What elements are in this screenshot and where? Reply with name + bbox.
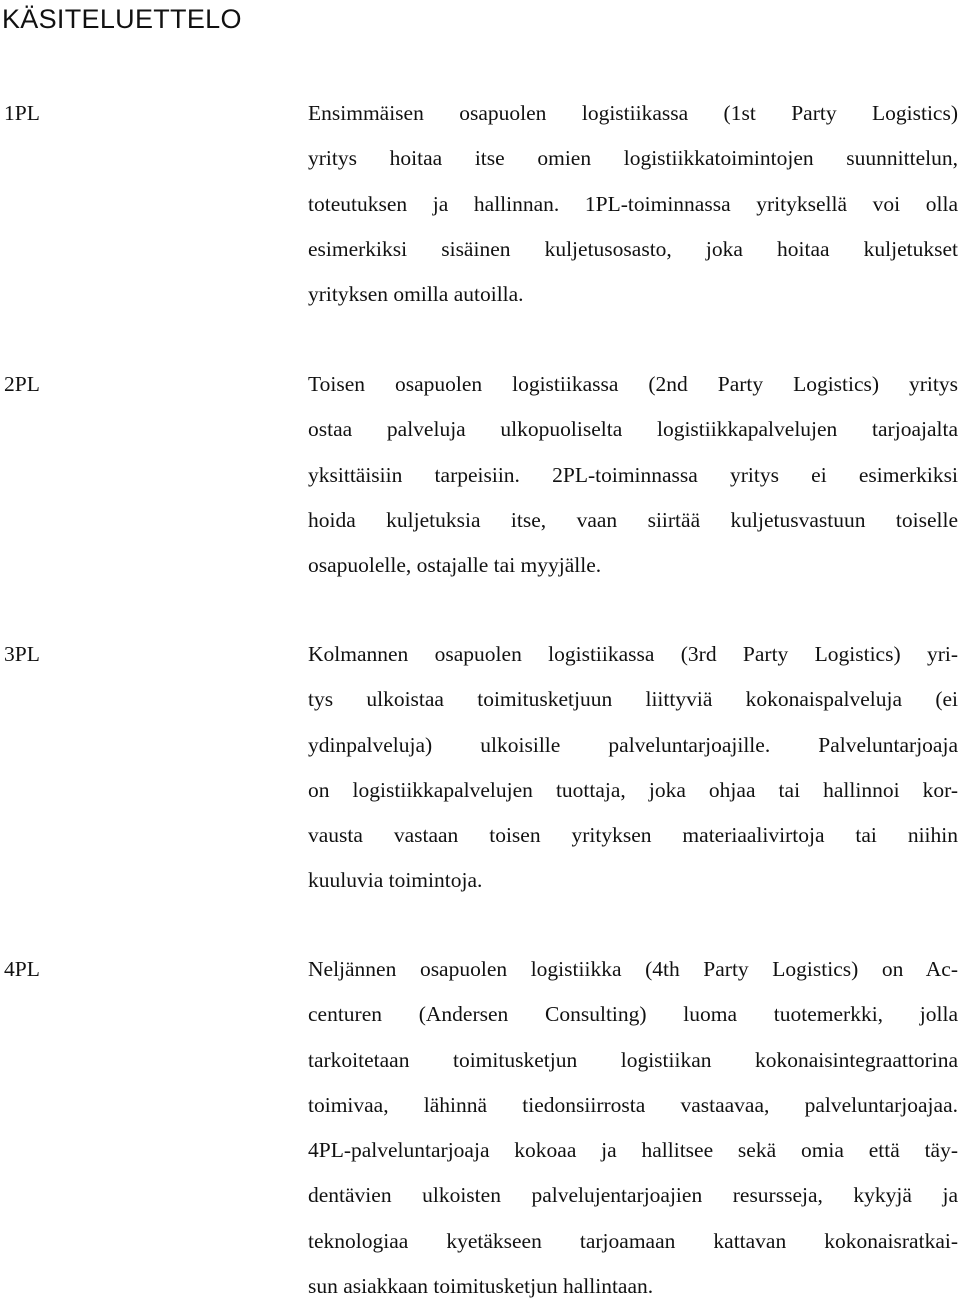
definition-line: dentävien ulkoisten palvelujentarjoajien resursseja, kykyjä ja [308, 1183, 958, 1208]
definition-line: vausta vastaan toisen yrityksen materiaalivirtoja tai niihin [308, 823, 958, 848]
definition-line: Kolmannen osapuolen logistiikassa (3rd Party Logistics) yri- [308, 642, 958, 666]
glossary-definition [308, 947, 958, 1309]
definition-line: osapuolelle, ostajalle tai myyjälle. [308, 553, 602, 578]
definition-line: Neljännen osapuolen logistiikka (4th Party Logistics) on Ac- [308, 957, 958, 981]
definition-line: yritys hoitaa itse omien logistiikkatoimintojen suunnittelun, [308, 146, 958, 171]
definition-line: esimerkiksi sisäinen kuljetusosasto, joka hoitaa kuljetukset [308, 236, 958, 261]
definition-line: yrityksen omilla autoilla. [308, 282, 524, 307]
definition-line: kuuluvia toimintoja. [308, 868, 483, 893]
definition-line: Ensimmäisen osapuolen logistiikassa (1st Party Logistics) [308, 101, 958, 125]
glossary-definition [308, 632, 958, 904]
definition-line: on logistiikkapalvelujen tuottaja, joka ohjaa tai hallinnoi kor- [308, 777, 958, 802]
glossary-term: 3PL [4, 642, 40, 666]
glossary-term: 2PL [4, 372, 40, 396]
definition-line: ostaa palveluja ulkopuoliselta logistiikkapalvelujen tarjoajalta [308, 417, 958, 442]
glossary-term: 4PL [4, 957, 40, 981]
definition-line: yksittäisiin tarpeisiin. 2PL-toiminnassa yritys ei esimerkiksi [308, 462, 958, 487]
definition-line: ydinpalveluja) ulkoisille palveluntarjoajille. Palveluntarjoaja [308, 732, 958, 757]
definition-line: toimivaa, lähinnä tiedonsiirrosta vastaavaa, palveluntarjoajaa. [308, 1092, 958, 1117]
definition-line: tys ulkoistaa toimitusketjuun liittyviä kokonaispalveluja (ei [308, 687, 958, 712]
definition-line: toteutuksen ja hallinnan. 1PL-toiminnassa yrityksellä voi olla [308, 191, 958, 216]
glossary-definition [308, 362, 958, 588]
definition-line: teknologiaa kyetäkseen tarjoamaan kattavan kokonaisratkai- [308, 1228, 958, 1253]
definition-line: tarkoitetaan toimitusketjun logistiikan kokonaisintegraattorina [308, 1047, 958, 1072]
definition-line: centuren (Andersen Consulting) luoma tuotemerkki, jolla [308, 1002, 958, 1027]
definition-line: sun asiakkaan toimitusketjun hallintaan. [308, 1274, 654, 1299]
glossary-definition [308, 91, 958, 317]
definition-line: hoida kuljetuksia itse, vaan siirtää kuljetusvastuun toiselle [308, 507, 958, 532]
definition-line: 4PL-palveluntarjoaja kokoaa ja hallitsee sekä omia että täy- [308, 1138, 958, 1163]
page-title: KÄSITELUETTELO [2, 4, 242, 34]
definition-line: Toisen osapuolen logistiikassa (2nd Party Logistics) yritys [308, 372, 958, 396]
glossary-term: 1PL [4, 101, 40, 125]
